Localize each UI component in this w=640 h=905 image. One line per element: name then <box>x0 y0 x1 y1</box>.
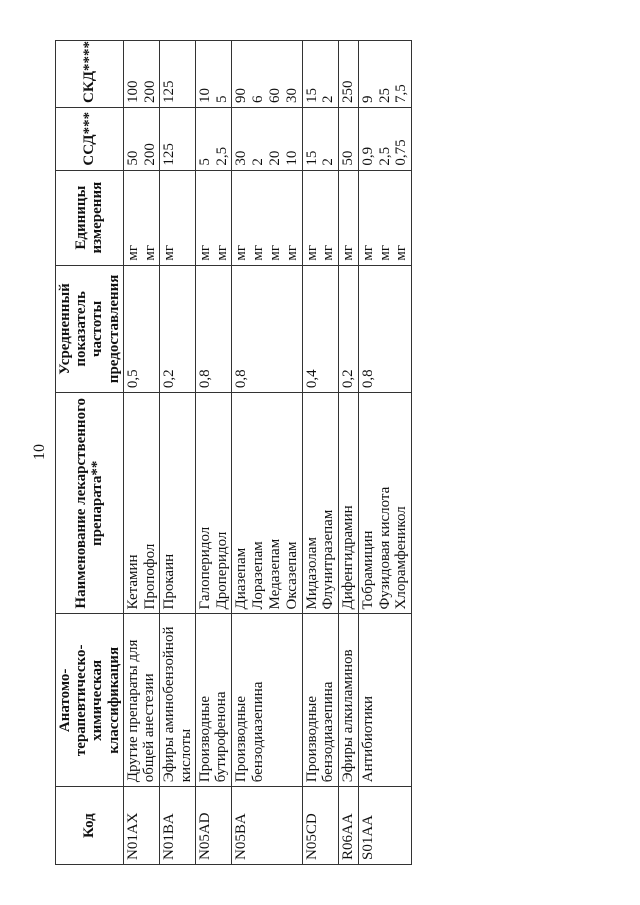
drug-name: Фузидовая кислота <box>376 486 393 610</box>
drug-unit: мг <box>161 245 178 261</box>
drug-ssd: 2,5 <box>213 146 230 166</box>
drug-name: Диазепам <box>233 547 250 610</box>
group-code: S01AA <box>358 787 411 865</box>
drug-ssd-cell <box>358 108 411 171</box>
drug-name-cell <box>358 393 411 614</box>
drug-ssd: 125 <box>161 143 178 166</box>
table-row <box>302 41 339 865</box>
drug-skd: 9 <box>359 95 376 104</box>
drug-name: Дроперидол <box>213 531 230 610</box>
drug-skd: 100 <box>124 80 141 104</box>
group-frequency: 0,8 <box>233 369 250 389</box>
header-frequency: Усредненный показатель частоты предоставления <box>56 265 124 392</box>
drug-unit-cell <box>302 170 339 265</box>
header-skd: СКД**** <box>56 41 124 108</box>
drug-unit: мг <box>283 245 300 261</box>
drug-unit: мг <box>124 245 141 261</box>
drug-ssd: 0,75 <box>393 139 410 166</box>
table-row <box>195 41 232 865</box>
drug-name: Флунитразепам <box>320 509 337 610</box>
drug-name-cell <box>195 393 232 614</box>
drug-unit: мг <box>320 245 337 261</box>
drug-frequency-cell <box>232 265 302 392</box>
table-row <box>123 41 160 865</box>
group-atc-class: Другие препараты для общей анестезии <box>123 614 160 787</box>
drug-name: Медазепам <box>266 538 283 610</box>
drug-ssd-cell <box>195 108 232 171</box>
drug-ssd: 5 <box>196 158 213 166</box>
drug-skd: 250 <box>340 80 357 104</box>
page-number: 10 <box>31 444 48 460</box>
drug-ssd: 200 <box>141 143 158 166</box>
drug-ssd-cell <box>339 108 359 171</box>
drug-skd: 5 <box>213 95 230 104</box>
drug-ssd: 30 <box>233 150 250 166</box>
group-frequency: 0,2 <box>161 369 178 389</box>
group-atc-class: Производные бутирофенона <box>195 614 232 787</box>
drug-skd: 15 <box>303 88 320 104</box>
drug-unit: мг <box>213 245 230 261</box>
drug-ssd: 0,9 <box>359 146 376 166</box>
header-name: Наименование лекарственного препарата** <box>56 393 124 614</box>
header-unit: Единицы измерения <box>56 170 124 265</box>
drug-frequency-cell <box>123 265 160 392</box>
group-code: N01AX <box>123 787 160 865</box>
drug-name: Оксазепам <box>283 541 300 610</box>
drug-ssd: 50 <box>124 150 141 166</box>
drug-table <box>55 40 412 865</box>
drug-skd: 10 <box>196 88 213 104</box>
drug-skd-cell <box>302 41 339 108</box>
drug-ssd: 10 <box>283 150 300 166</box>
drug-skd: 2 <box>320 95 337 104</box>
table-row <box>232 41 302 865</box>
drug-unit-cell <box>123 170 160 265</box>
drug-name: Пропофол <box>141 543 158 610</box>
drug-skd: 7,5 <box>393 84 410 104</box>
drug-ssd: 15 <box>303 150 320 166</box>
group-frequency: 0,5 <box>124 369 141 389</box>
table-header-row <box>56 41 124 865</box>
drug-ssd: 50 <box>340 150 357 166</box>
group-frequency: 0,8 <box>196 369 213 389</box>
drug-ssd: 2 <box>250 158 267 166</box>
drug-skd: 125 <box>161 80 178 104</box>
drug-skd: 60 <box>266 88 283 104</box>
drug-unit-cell <box>160 170 195 265</box>
group-code: N05AD <box>195 787 232 865</box>
rotated-table-frame <box>55 40 605 865</box>
drug-name-cell <box>232 393 302 614</box>
drug-skd: 25 <box>376 88 393 104</box>
drug-skd: 90 <box>233 88 250 104</box>
drug-ssd: 2,5 <box>376 146 393 166</box>
drug-unit: мг <box>340 245 357 261</box>
drug-ssd: 20 <box>266 150 283 166</box>
drug-unit: мг <box>196 245 213 261</box>
group-frequency: 0,2 <box>340 369 357 389</box>
drug-name-cell <box>339 393 359 614</box>
header-code: Код <box>56 787 124 865</box>
group-code: N01BA <box>160 787 195 865</box>
drug-name: Тобрамицин <box>359 530 376 610</box>
drug-frequency-cell <box>339 265 359 392</box>
drug-name: Прокаин <box>161 553 178 610</box>
drug-skd: 30 <box>283 88 300 104</box>
group-frequency: 0,8 <box>359 369 376 389</box>
drug-unit: мг <box>141 245 158 261</box>
drug-skd-cell <box>123 41 160 108</box>
drug-skd-cell <box>160 41 195 108</box>
group-atc-class: Эфиры алкиламинов <box>339 614 359 787</box>
drug-skd-cell <box>195 41 232 108</box>
header-atc: Анатомо-терапевтическо-химическая классификация <box>56 614 124 787</box>
drug-unit: мг <box>233 245 250 261</box>
group-atc-class: Эфиры аминобензойной кислоты <box>160 614 195 787</box>
drug-unit-cell <box>232 170 302 265</box>
drug-unit: мг <box>393 245 410 261</box>
drug-unit: мг <box>303 245 320 261</box>
drug-ssd-cell <box>232 108 302 171</box>
table-row <box>339 41 359 865</box>
header-ssd: ССД*** <box>56 108 124 171</box>
drug-unit-cell <box>358 170 411 265</box>
group-atc-class: Производные бензодиазепина <box>302 614 339 787</box>
drug-unit-cell <box>339 170 359 265</box>
drug-unit: мг <box>359 245 376 261</box>
drug-name-cell <box>302 393 339 614</box>
drug-ssd-cell <box>160 108 195 171</box>
drug-unit: мг <box>266 245 283 261</box>
drug-name: Дифенгидрамин <box>340 505 357 610</box>
drug-skd-cell <box>358 41 411 108</box>
table-row <box>160 41 195 865</box>
drug-skd: 200 <box>141 80 158 104</box>
table-body <box>123 41 412 865</box>
group-code: R06AA <box>339 787 359 865</box>
drug-frequency-cell <box>195 265 232 392</box>
drug-unit: мг <box>376 245 393 261</box>
drug-skd: 6 <box>250 95 267 104</box>
drug-ssd-cell <box>302 108 339 171</box>
drug-name-cell <box>123 393 160 614</box>
drug-frequency-cell <box>160 265 195 392</box>
drug-frequency-cell <box>302 265 339 392</box>
group-atc-class: Производные бензодиазепина <box>232 614 302 787</box>
drug-unit-cell <box>195 170 232 265</box>
drug-name: Мидазолам <box>303 537 320 610</box>
drug-frequency-cell <box>358 265 411 392</box>
drug-skd-cell <box>339 41 359 108</box>
drug-name-cell <box>160 393 195 614</box>
table-row <box>358 41 411 865</box>
drug-name: Кетамин <box>124 554 141 610</box>
drug-ssd: 2 <box>320 158 337 166</box>
drug-unit: мг <box>250 245 267 261</box>
drug-ssd-cell <box>123 108 160 171</box>
group-code: N05BA <box>232 787 302 865</box>
group-atc-class: Антибиотики <box>358 614 411 787</box>
drug-name: Лоразепам <box>250 541 267 610</box>
drug-table-wrapper <box>55 40 605 865</box>
drug-name: Хлорамфеникол <box>393 506 410 610</box>
drug-skd-cell <box>232 41 302 108</box>
drug-name: Галоперидол <box>196 526 213 610</box>
group-frequency: 0,4 <box>303 369 320 389</box>
group-code: N05CD <box>302 787 339 865</box>
